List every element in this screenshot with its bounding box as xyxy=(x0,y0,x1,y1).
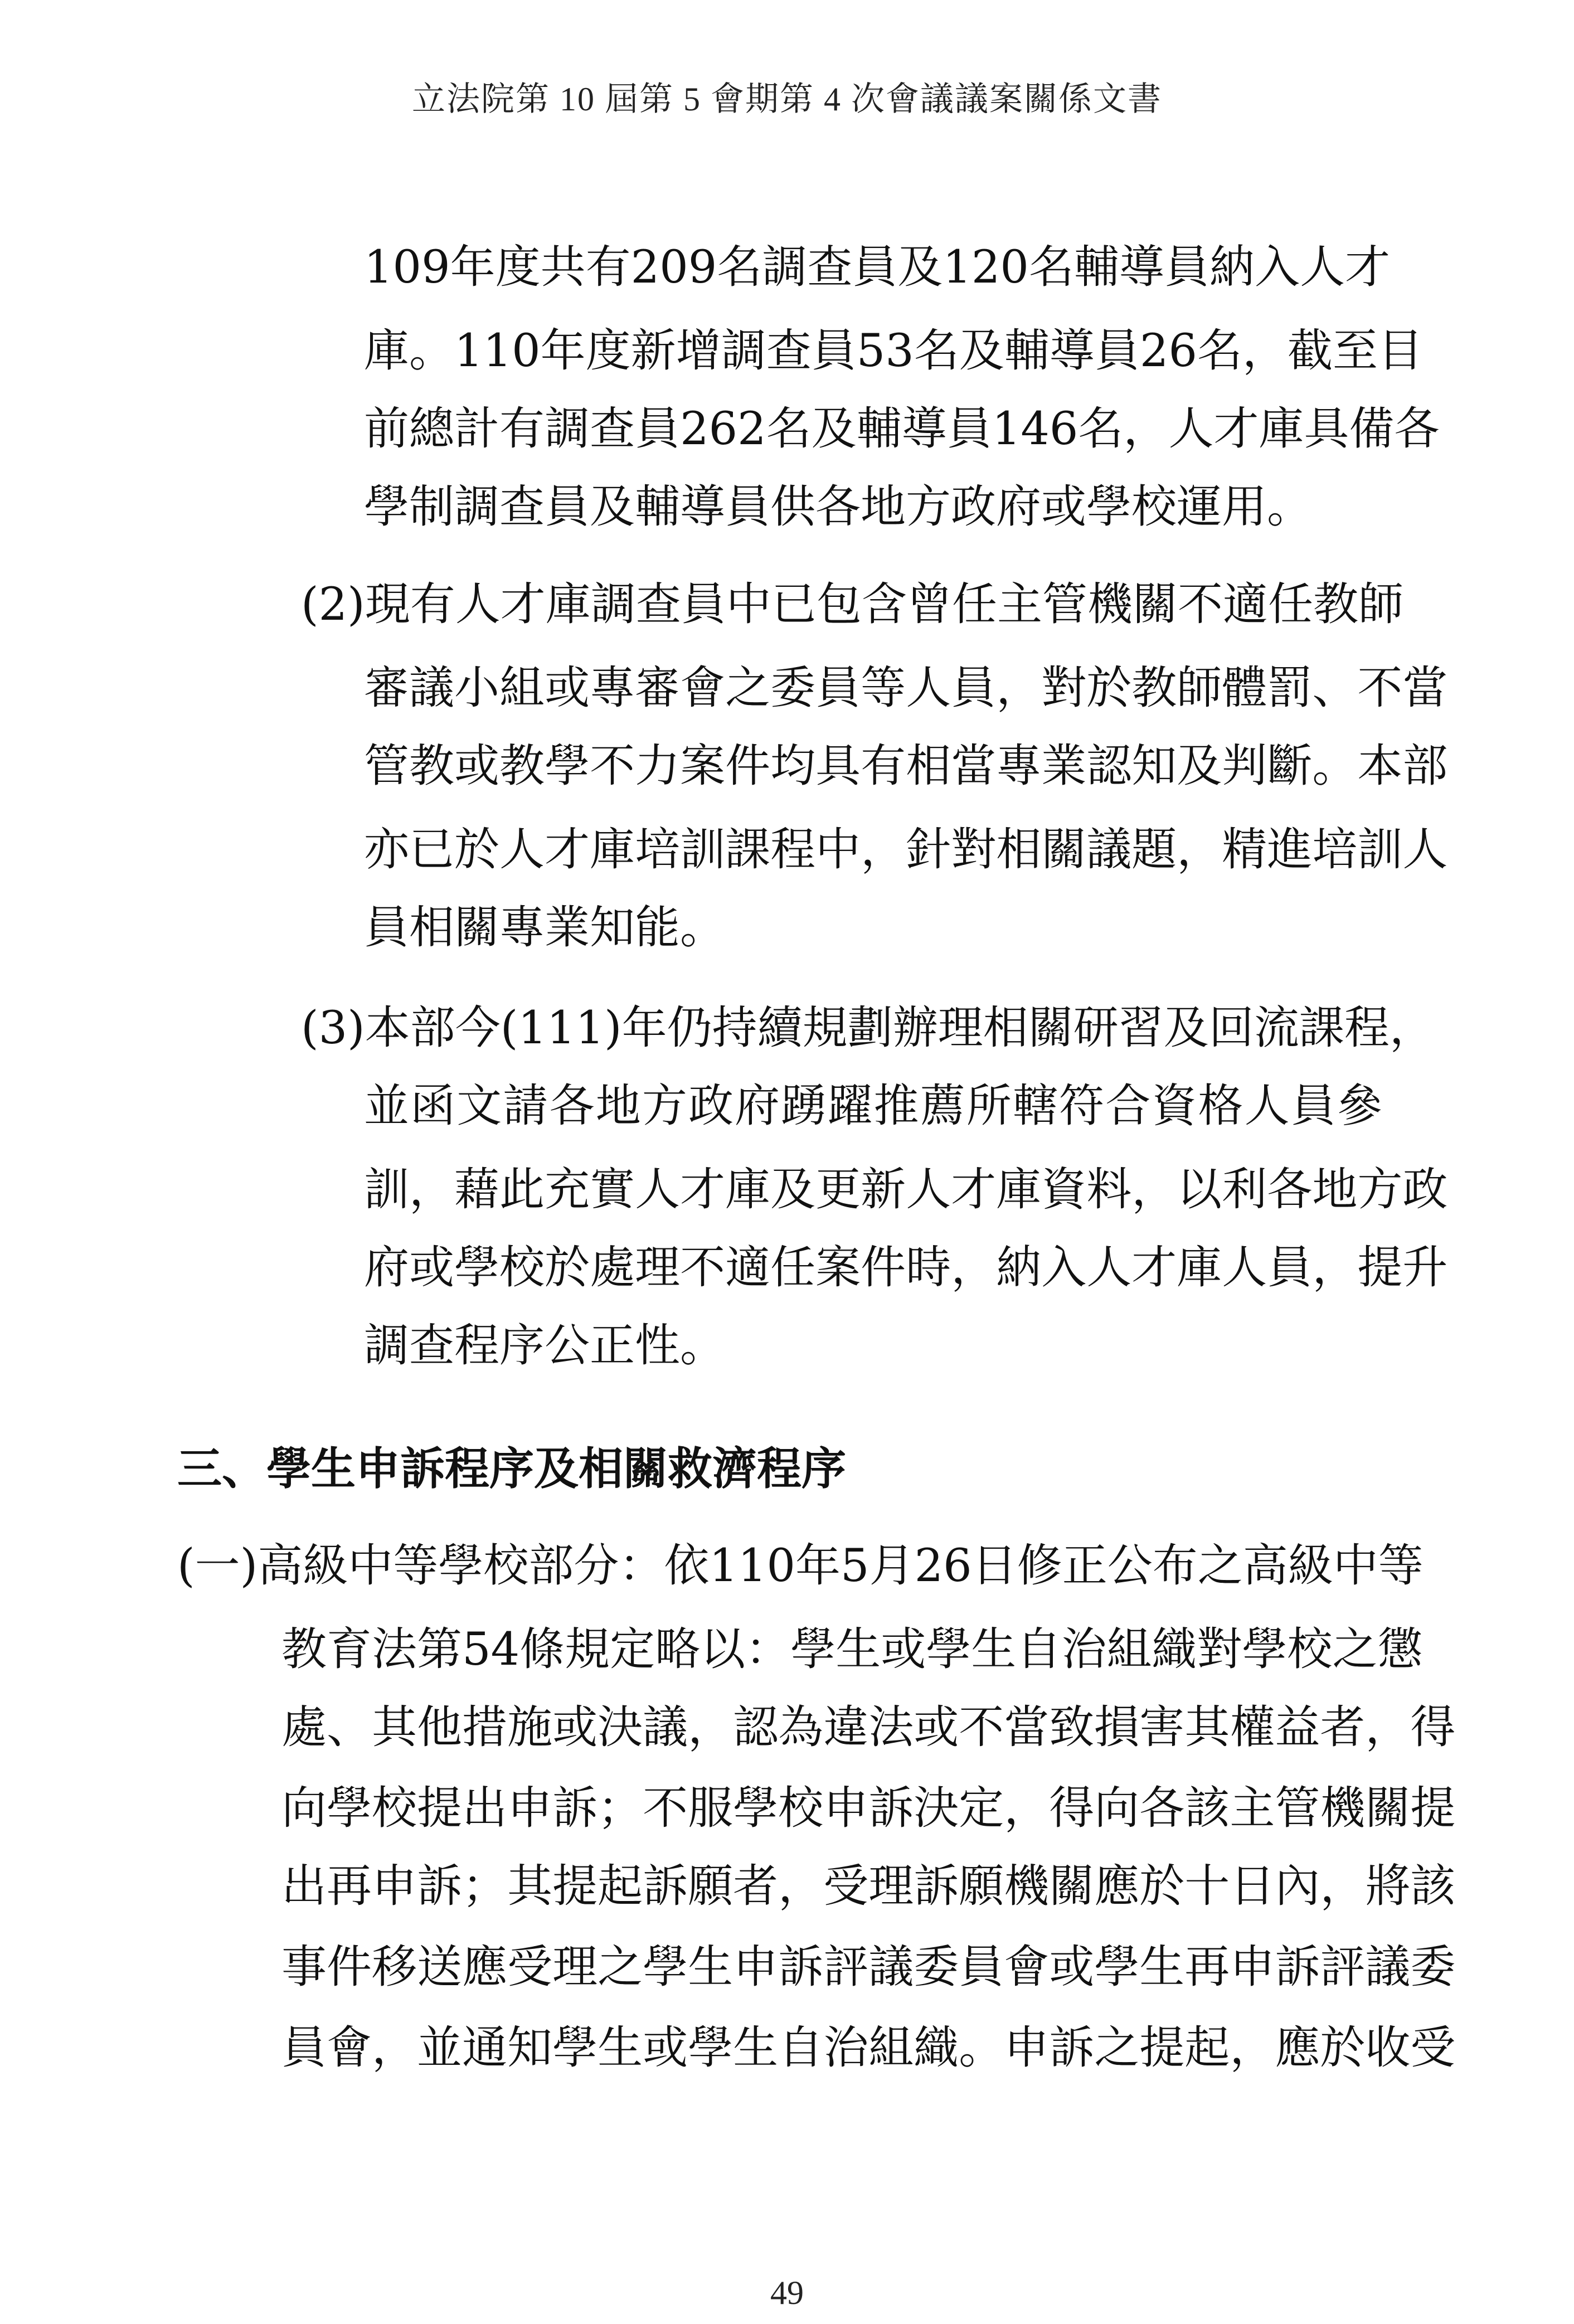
page-number: 49 xyxy=(770,2274,804,2311)
body-line: 庫 。 110 年 度 新 增 調 查 員 53 名 及 輔 導 員 26 名 ， 截 至 目 xyxy=(364,325,1424,377)
subsection-line: ( 一 ) 高 級 中 等 學 校 部 分 ： 依 110 年 5 月 26 日 修 正 公 布 之 高 級 中 等 xyxy=(177,1540,1424,1592)
list-item-line: 管 教 或 教 學 不 力 案 件 均 具 有 相 當 專 業 認 知 及 判 斷 。 本 部 xyxy=(364,740,1448,793)
subsection-line: 事 件 移 送 應 受 理 之 學 生 申 訴 評 議 委 員 會 或 學 生 再 申 訴 評 議 委 xyxy=(281,1941,1456,1994)
list-item-line: 亦 已 於 人 才 庫 培 訓 課 程 中 ， 針 對 相 關 議 題 ， 精 進 培 訓 人 xyxy=(364,824,1448,876)
subsection-line: 向 學 校 提 出 申 訴 ； 不 服 學 校 申 訴 決 定 ， 得 向 各 該 主 管 機 關 提 xyxy=(281,1782,1456,1835)
subsection-line: 員 會 ， 並 通 知 學 生 或 學 生 自 治 組 織 。 申 訴 之 提 起 ， 應 於 收 受 xyxy=(281,2022,1456,2074)
list-item-line: 訓 ， 藉 此 充 實 人 才 庫 及 更 新 人 才 庫 資 料 ， 以 利 各 地 方 政 xyxy=(364,1164,1448,1216)
list-item-line: (2) 現 有 人 才 庫 調 查 員 中 已 包 含 曾 任 主 管 機 關 不 適 任 教 師 xyxy=(301,578,1404,631)
list-item-line: 並 函 文 請 各 地 方 政 府 踴 躍 推 薦 所 轄 符 合 資 格 人 員 參 xyxy=(364,1080,1382,1132)
list-item-line: 府 或 學 校 於 處 理 不 適 任 案 件 時 ， 納 入 人 才 庫 人 員 ， 提 升 xyxy=(364,1242,1448,1294)
document-header: 立法院第 10 屆第 5 會期第 4 次會議議案關係文書 xyxy=(412,81,1162,118)
body-line: 109 年 度 共 有 209 名 調 查 員 及 120 名 輔 導 員 納 入 人 才 xyxy=(364,241,1391,294)
subsection-line: 處 、 其 他 措 施 或 決 議 ， 認 為 違 法 或 不 當 致 損 害 其 權 益 者 ， 得 xyxy=(281,1701,1456,1754)
subsection-line: 教 育 法 第 54 條 規 定 略 以 ： 學 生 或 學 生 自 治 組 織 對 學 校 之 懲 xyxy=(281,1623,1423,1676)
subsection-line: 出 再 申 訴 ； 其 提 起 訴 願 者 ， 受 理 訴 願 機 關 應 於 十 日 內 ， 將 該 xyxy=(281,1860,1456,1913)
body-line: 前 總 計 有 調 查 員 262 名 及 輔 導 員 146 名 ， 人 才 庫 具 備 各 xyxy=(364,403,1440,455)
section-heading: 三、學生申訴程序及相關救濟程序 xyxy=(177,1442,846,1495)
list-item-line: (3) 本 部 今 (111) 年 仍 持 續 規 劃 辦 理 相 關 研 習 及 回 流 課 程 ， xyxy=(301,1002,1435,1054)
list-item-line: 員相關專業知能。 xyxy=(364,902,726,954)
body-line: 學制調查員及輔導員供各地方政府或學校運用。 xyxy=(364,481,1313,533)
list-item-line: 審 議 小 組 或 專 審 會 之 委 員 等 人 員 ， 對 於 教 師 體 罰 、 不 當 xyxy=(364,662,1448,714)
list-item-line: 調查程序公正性。 xyxy=(364,1320,726,1372)
